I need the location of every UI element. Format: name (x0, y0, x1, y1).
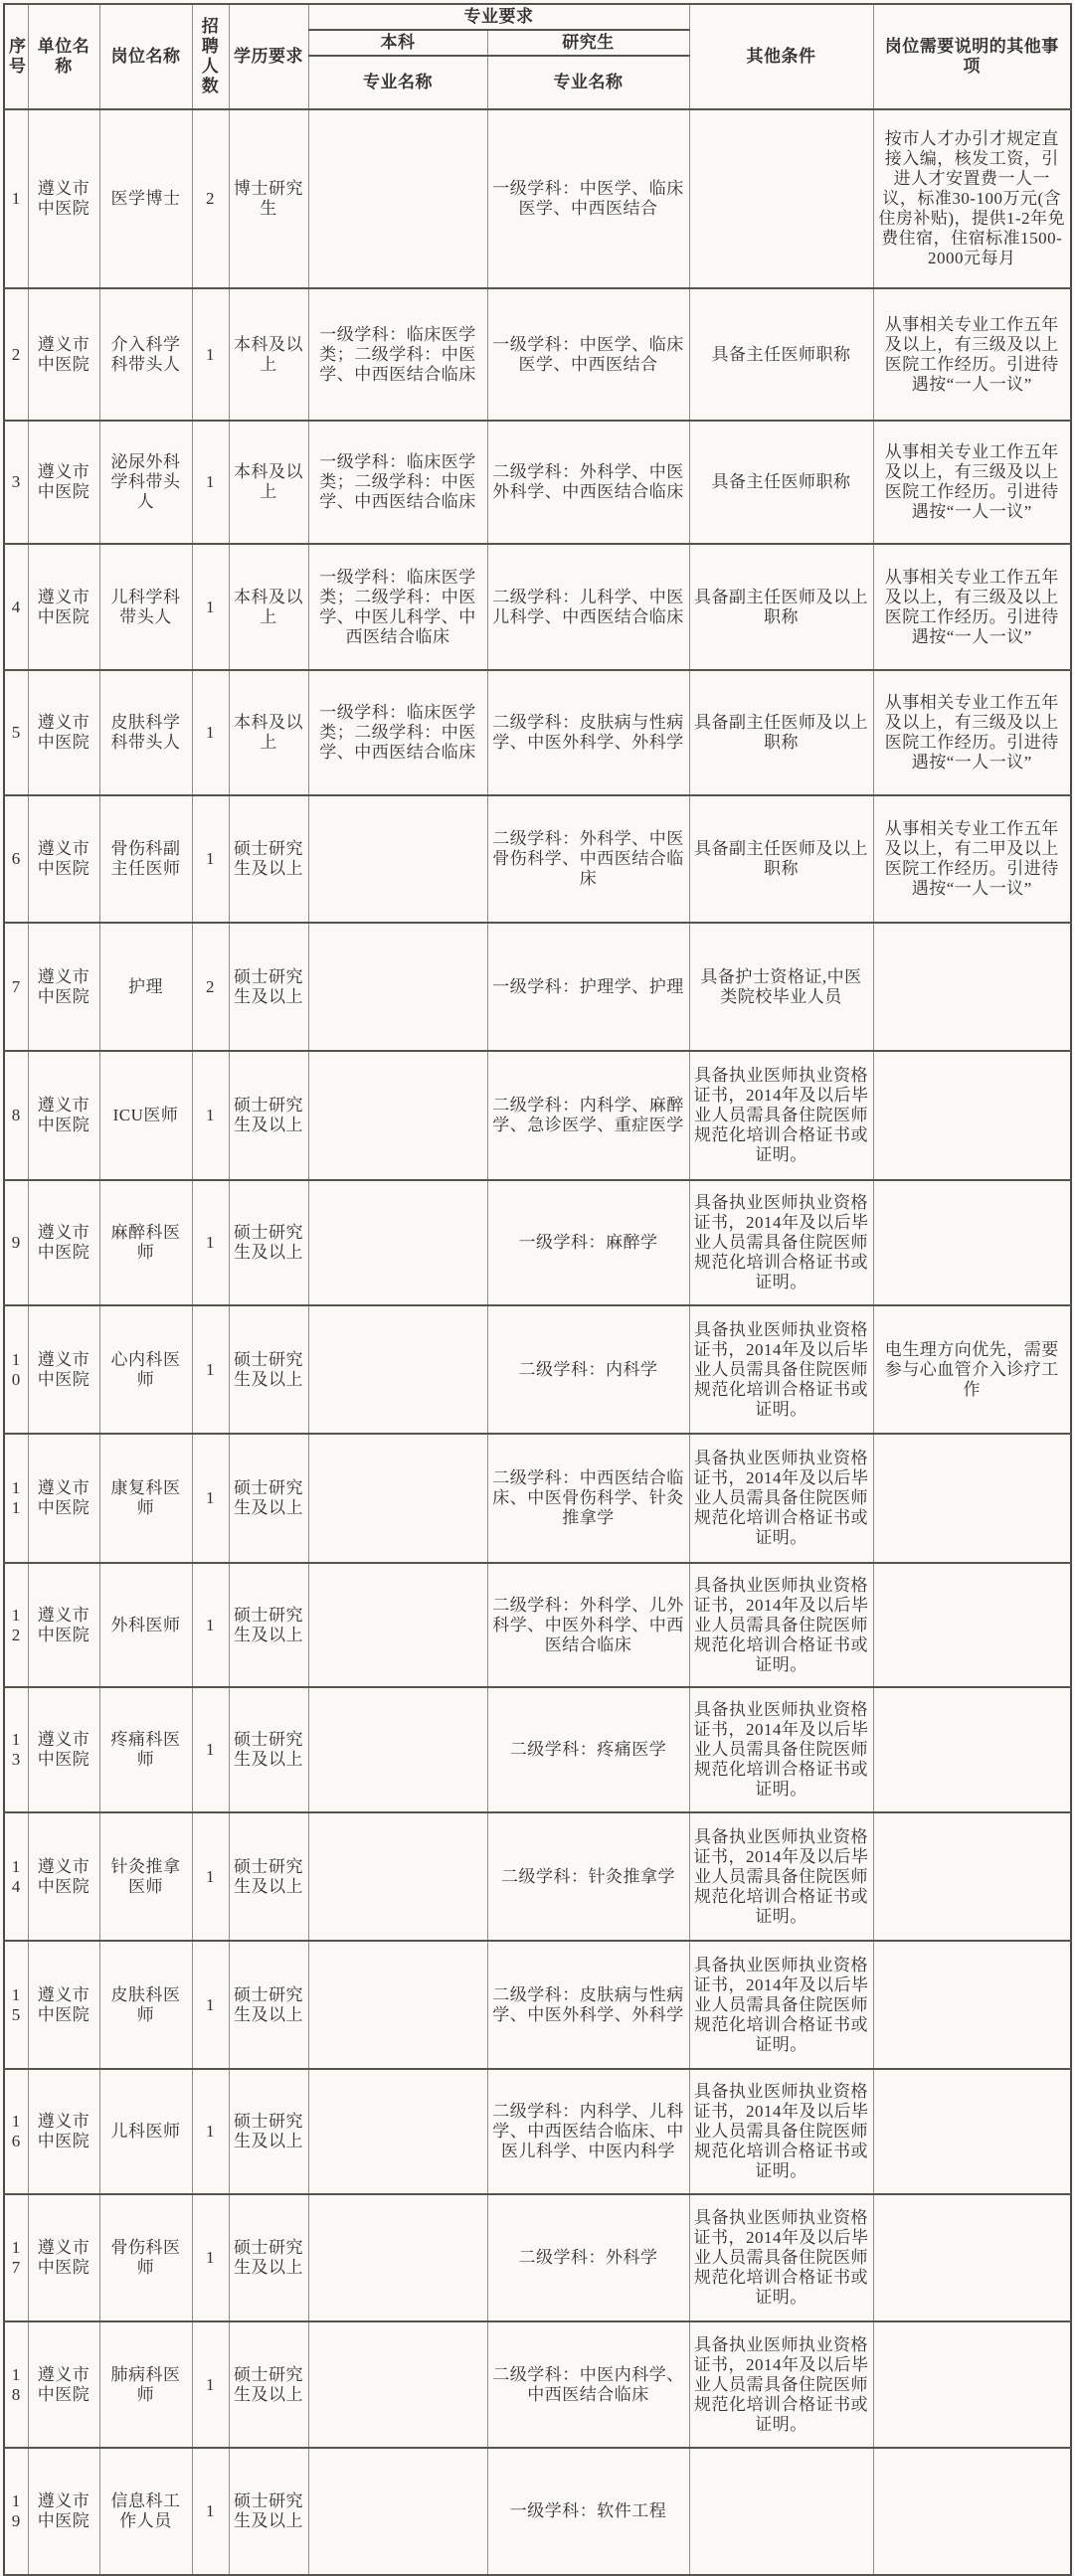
cell-unit: 遵义市中医院 (28, 288, 99, 421)
cell-position: ICU医师 (99, 1051, 192, 1180)
cell-other-conditions: 具备执业医师执业资格证书，2014年及以后毕业人员需具备住院医师规范化培训合格证书或证明。 (689, 2194, 873, 2321)
cell-unit: 遵义市中医院 (28, 670, 99, 795)
cell-other-notes: 从事相关专业工作五年及以上，有三级及以上医院工作经历。引进待遇按“一人一议” (873, 421, 1071, 544)
table-row (4, 2069, 1071, 2194)
header-unit: 单位名称 (28, 4, 99, 109)
header-education: 学历要求 (229, 4, 308, 109)
cell-seq: 16 (4, 2069, 28, 2194)
cell-other-notes (873, 1180, 1071, 1305)
cell-graduate-major: 二级学科：外科学、儿外科学、中医外科学、中西医结合临床 (487, 1563, 689, 1687)
cell-graduate-major: 二级学科：外科学、中医外科学、中西医结合临床 (487, 421, 689, 544)
cell-unit: 遵义市中医院 (28, 2069, 99, 2194)
table-row (4, 421, 1071, 544)
cell-education: 硕士研究生及以上 (229, 1563, 308, 1687)
cell-other-notes: 电生理方向优先，需要参与心血管介入诊疗工作 (873, 1305, 1071, 1434)
cell-seq: 8 (4, 1051, 28, 1180)
table-row (4, 1563, 1071, 1687)
cell-count: 1 (192, 1180, 229, 1305)
cell-other-conditions: 具备执业医师执业资格证书，2014年及以后毕业人员需具备住院医师规范化培训合格证书或证明。 (689, 1180, 873, 1305)
cell-position: 儿科学科带头人 (99, 544, 192, 670)
cell-seq: 14 (4, 1812, 28, 1941)
cell-other-notes (873, 1812, 1071, 1941)
header-graduate: 研究生 (487, 30, 689, 56)
cell-seq: 9 (4, 1180, 28, 1305)
cell-graduate-major: 二级学科：内科学 (487, 1305, 689, 1434)
cell-undergrad-major (308, 2321, 487, 2448)
cell-position: 皮肤科学科带头人 (99, 670, 192, 795)
header-graduate-major-name: 专业名称 (487, 56, 689, 109)
table-row (4, 1180, 1071, 1305)
cell-education: 硕士研究生及以上 (229, 923, 308, 1051)
cell-undergrad-major (308, 1180, 487, 1305)
cell-other-notes (873, 1687, 1071, 1812)
cell-undergrad-major (308, 1051, 487, 1180)
cell-count: 1 (192, 544, 229, 670)
cell-graduate-major: 二级学科：疼痛医学 (487, 1687, 689, 1812)
cell-other-conditions (689, 109, 873, 288)
cell-graduate-major: 二级学科：中西医结合临床、中医骨伤科学、针灸推拿学 (487, 1434, 689, 1563)
header-position: 岗位名称 (99, 4, 192, 109)
cell-other-notes: 从事相关专业工作五年及以上，有三级及以上医院工作经历。引进待遇按“一人一议” (873, 670, 1071, 795)
cell-graduate-major: 一级学科：护理学、护理 (487, 923, 689, 1051)
cell-position: 疼痛科医师 (99, 1687, 192, 1812)
cell-unit: 遵义市中医院 (28, 923, 99, 1051)
cell-education: 硕士研究生及以上 (229, 1051, 308, 1180)
cell-undergrad-major (308, 2069, 487, 2194)
header-seq: 序号 (4, 4, 28, 109)
cell-education: 硕士研究生及以上 (229, 1305, 308, 1434)
cell-graduate-major: 二级学科：针灸推拿学 (487, 1812, 689, 1941)
cell-graduate-major: 二级学科：皮肤病与性病学、中医外科学、外科学 (487, 1941, 689, 2069)
cell-position: 介入科学科带头人 (99, 288, 192, 421)
cell-position: 皮肤科医师 (99, 1941, 192, 2069)
cell-position: 肺病科医师 (99, 2321, 192, 2448)
cell-undergrad-major: 一级学科：临床医学类；二级学科：中医学、中西医结合临床 (308, 670, 487, 795)
cell-other-conditions: 具备主任医师职称 (689, 421, 873, 544)
table-row (4, 923, 1071, 1051)
cell-count: 1 (192, 2448, 229, 2575)
cell-education: 硕士研究生及以上 (229, 2321, 308, 2448)
cell-education: 硕士研究生及以上 (229, 2069, 308, 2194)
cell-graduate-major: 二级学科：内科学、儿科学、中西医结合临床、中医儿科学、中医内科学 (487, 2069, 689, 2194)
cell-education: 硕士研究生及以上 (229, 1812, 308, 1941)
cell-other-conditions: 具备执业医师执业资格证书，2014年及以后毕业人员需具备住院医师规范化培训合格证书或证明。 (689, 1305, 873, 1434)
table-row (4, 1812, 1071, 1941)
cell-seq: 19 (4, 2448, 28, 2575)
header-row-top (4, 4, 1071, 30)
cell-unit: 遵义市中医院 (28, 1180, 99, 1305)
cell-other-notes (873, 2321, 1071, 2448)
header-undergrad-major-name: 专业名称 (308, 56, 487, 109)
cell-other-notes: 从事相关专业工作五年及以上，有二甲及以上医院工作经历。引进待遇按“一人一议” (873, 795, 1071, 923)
cell-position: 针灸推拿医师 (99, 1812, 192, 1941)
cell-count: 1 (192, 1563, 229, 1687)
header-other-notes: 岗位需要说明的其他事项 (873, 4, 1071, 109)
cell-seq: 18 (4, 2321, 28, 2448)
cell-unit: 遵义市中医院 (28, 109, 99, 288)
cell-count: 1 (192, 421, 229, 544)
cell-other-notes (873, 1434, 1071, 1563)
cell-count: 1 (192, 1812, 229, 1941)
cell-other-conditions: 具备护士资格证,中医类院校毕业人员 (689, 923, 873, 1051)
cell-seq: 13 (4, 1687, 28, 1812)
cell-graduate-major: 二级学科：儿科学、中医儿科学、中西医结合临床 (487, 544, 689, 670)
cell-position: 信息科工作人员 (99, 2448, 192, 2575)
cell-unit: 遵义市中医院 (28, 1941, 99, 2069)
cell-other-notes (873, 1563, 1071, 1687)
cell-count: 1 (192, 288, 229, 421)
cell-other-conditions: 具备执业医师执业资格证书，2014年及以后毕业人员需具备住院医师规范化培训合格证书或证明。 (689, 1051, 873, 1180)
cell-education: 本科及以上 (229, 544, 308, 670)
cell-graduate-major: 二级学科：外科学、中医骨伤科学、中西医结合临床 (487, 795, 689, 923)
cell-other-conditions: 具备执业医师执业资格证书，2014年及以后毕业人员需具备住院医师规范化培训合格证书或证明。 (689, 1563, 873, 1687)
cell-count: 1 (192, 2069, 229, 2194)
cell-unit: 遵义市中医院 (28, 421, 99, 544)
cell-other-notes (873, 923, 1071, 1051)
header-count: 招聘人数 (192, 4, 229, 109)
cell-undergrad-major (308, 2448, 487, 2575)
cell-seq: 5 (4, 670, 28, 795)
cell-graduate-major: 二级学科：皮肤病与性病学、中医外科学、外科学 (487, 670, 689, 795)
table-row (4, 109, 1071, 288)
cell-undergrad-major (308, 795, 487, 923)
cell-undergrad-major (308, 1812, 487, 1941)
table-row (4, 795, 1071, 923)
cell-education: 硕士研究生及以上 (229, 2194, 308, 2321)
table-row (4, 1051, 1071, 1180)
cell-graduate-major: 二级学科：内科学、麻醉学、急诊医学、重症医学 (487, 1051, 689, 1180)
cell-graduate-major: 一级学科：中医学、临床医学、中西医结合 (487, 288, 689, 421)
cell-unit: 遵义市中医院 (28, 1434, 99, 1563)
cell-seq: 2 (4, 288, 28, 421)
cell-undergrad-major (308, 923, 487, 1051)
cell-other-notes: 从事相关专业工作五年及以上，有三级及以上医院工作经历。引进待遇按“一人一议” (873, 544, 1071, 670)
cell-unit: 遵义市中医院 (28, 795, 99, 923)
table-row (4, 1687, 1071, 1812)
cell-other-conditions (689, 2448, 873, 2575)
cell-seq: 10 (4, 1305, 28, 1434)
cell-count: 1 (192, 1434, 229, 1563)
table-row (4, 2321, 1071, 2448)
cell-position: 骨伤科副主任医师 (99, 795, 192, 923)
cell-unit: 遵义市中医院 (28, 2448, 99, 2575)
cell-position: 骨伤科医师 (99, 2194, 192, 2321)
cell-other-conditions: 具备执业医师执业资格证书，2014年及以后毕业人员需具备住院医师规范化培训合格证书或证明。 (689, 1812, 873, 1941)
cell-count: 1 (192, 1687, 229, 1812)
cell-education: 硕士研究生及以上 (229, 2448, 308, 2575)
cell-education: 本科及以上 (229, 421, 308, 544)
recruitment-table (3, 3, 1072, 2576)
cell-undergrad-major (308, 1305, 487, 1434)
cell-position: 医学博士 (99, 109, 192, 288)
table-row (4, 670, 1071, 795)
cell-other-conditions: 具备执业医师执业资格证书，2014年及以后毕业人员需具备住院医师规范化培训合格证书或证明。 (689, 1941, 873, 2069)
cell-other-notes (873, 1051, 1071, 1180)
cell-unit: 遵义市中医院 (28, 1812, 99, 1941)
cell-education: 本科及以上 (229, 288, 308, 421)
cell-undergrad-major (308, 1687, 487, 1812)
cell-seq: 3 (4, 421, 28, 544)
cell-seq: 1 (4, 109, 28, 288)
cell-unit: 遵义市中医院 (28, 2194, 99, 2321)
cell-education: 硕士研究生及以上 (229, 1941, 308, 2069)
cell-position: 外科医师 (99, 1563, 192, 1687)
cell-other-conditions: 具备副主任医师及以上职称 (689, 795, 873, 923)
cell-undergrad-major (308, 1563, 487, 1687)
cell-other-conditions: 具备执业医师执业资格证书，2014年及以后毕业人员需具备住院医师规范化培训合格证书或证明。 (689, 2321, 873, 2448)
cell-undergrad-major: 一级学科：临床医学类；二级学科：中医学、中西医结合临床 (308, 288, 487, 421)
cell-graduate-major: 一级学科：软件工程 (487, 2448, 689, 2575)
table-row (4, 1305, 1071, 1434)
cell-other-notes (873, 2069, 1071, 2194)
table-row (4, 288, 1071, 421)
cell-seq: 4 (4, 544, 28, 670)
cell-count: 1 (192, 795, 229, 923)
cell-graduate-major: 二级学科：中医内科学、中西医结合临床 (487, 2321, 689, 2448)
cell-other-notes (873, 2448, 1071, 2575)
cell-other-notes (873, 2194, 1071, 2321)
cell-undergrad-major: 一级学科：临床医学类；二级学科：中医学、中西医结合临床 (308, 421, 487, 544)
cell-other-notes (873, 1941, 1071, 2069)
cell-undergrad-major (308, 1434, 487, 1563)
cell-count: 1 (192, 1051, 229, 1180)
header-other-conditions: 其他条件 (689, 4, 873, 109)
cell-other-notes: 从事相关专业工作五年及以上，有三级及以上医院工作经历。引进待遇按“一人一议” (873, 288, 1071, 421)
cell-education: 本科及以上 (229, 670, 308, 795)
cell-position: 护理 (99, 923, 192, 1051)
cell-education: 硕士研究生及以上 (229, 1434, 308, 1563)
cell-seq: 17 (4, 2194, 28, 2321)
header-undergrad: 本科 (308, 30, 487, 56)
cell-education: 硕士研究生及以上 (229, 1180, 308, 1305)
cell-unit: 遵义市中医院 (28, 1563, 99, 1687)
cell-education: 硕士研究生及以上 (229, 795, 308, 923)
cell-unit: 遵义市中医院 (28, 1687, 99, 1812)
cell-position: 麻醉科医师 (99, 1180, 192, 1305)
cell-undergrad-major (308, 1941, 487, 2069)
cell-count: 1 (192, 2194, 229, 2321)
cell-unit: 遵义市中医院 (28, 1305, 99, 1434)
table-row (4, 2448, 1071, 2575)
cell-count: 1 (192, 1305, 229, 1434)
cell-count: 2 (192, 109, 229, 288)
cell-other-notes: 按市人才办引才规定直接入编，核发工资，引进人才安置费一人一议，标准30-100万元(含住房补贴)，提供1-2年免费住宿，住宿标准1500-2000元每月 (873, 109, 1071, 288)
cell-unit: 遵义市中医院 (28, 1051, 99, 1180)
cell-unit: 遵义市中医院 (28, 544, 99, 670)
table-row (4, 544, 1071, 670)
cell-seq: 6 (4, 795, 28, 923)
cell-seq: 11 (4, 1434, 28, 1563)
cell-other-conditions: 具备副主任医师及以上职称 (689, 670, 873, 795)
cell-graduate-major: 一级学科：麻醉学 (487, 1180, 689, 1305)
cell-position: 儿科医师 (99, 2069, 192, 2194)
table-body (4, 109, 1071, 2575)
cell-count: 1 (192, 670, 229, 795)
cell-seq: 12 (4, 1563, 28, 1687)
cell-other-conditions: 具备副主任医师及以上职称 (689, 544, 873, 670)
cell-other-conditions: 具备执业医师执业资格证书，2014年及以后毕业人员需具备住院医师规范化培训合格证书或证明。 (689, 1434, 873, 1563)
cell-undergrad-major: 一级学科：临床医学类；二级学科：中医学、中医儿科学、中西医结合临床 (308, 544, 487, 670)
table-row (4, 2194, 1071, 2321)
cell-graduate-major: 二级学科：外科学 (487, 2194, 689, 2321)
cell-other-conditions: 具备主任医师职称 (689, 288, 873, 421)
cell-undergrad-major (308, 2194, 487, 2321)
cell-seq: 15 (4, 1941, 28, 2069)
cell-unit: 遵义市中医院 (28, 2321, 99, 2448)
table-header (4, 4, 1071, 109)
cell-seq: 7 (4, 923, 28, 1051)
cell-graduate-major: 一级学科：中医学、临床医学、中西医结合 (487, 109, 689, 288)
cell-count: 1 (192, 1941, 229, 2069)
cell-position: 泌尿外科学科带头人 (99, 421, 192, 544)
cell-education: 硕士研究生及以上 (229, 1687, 308, 1812)
cell-education: 博士研究生 (229, 109, 308, 288)
cell-count: 2 (192, 923, 229, 1051)
table-row (4, 1434, 1071, 1563)
cell-position: 康复科医师 (99, 1434, 192, 1563)
cell-position: 心内科医师 (99, 1305, 192, 1434)
header-major-group: 专业要求 (308, 4, 689, 30)
cell-undergrad-major (308, 109, 487, 288)
cell-other-conditions: 具备执业医师执业资格证书，2014年及以后毕业人员需具备住院医师规范化培训合格证书或证明。 (689, 2069, 873, 2194)
table-row (4, 1941, 1071, 2069)
cell-other-conditions: 具备执业医师执业资格证书，2014年及以后毕业人员需具备住院医师规范化培训合格证书或证明。 (689, 1687, 873, 1812)
cell-count: 1 (192, 2321, 229, 2448)
